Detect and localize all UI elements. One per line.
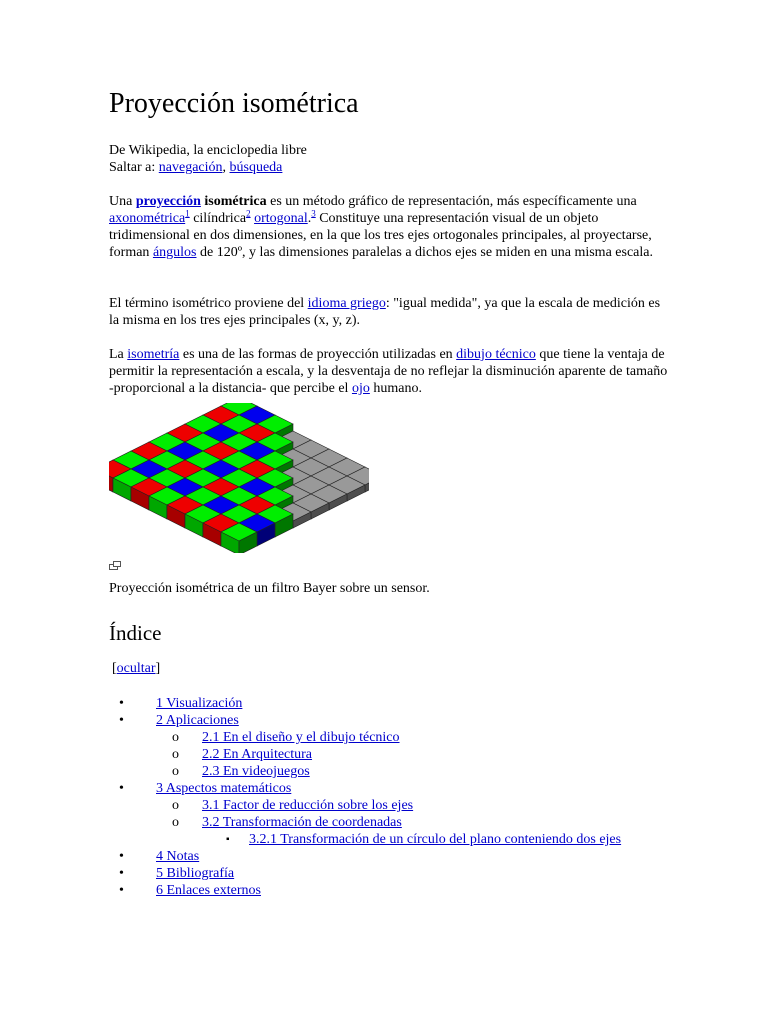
ref-2[interactable]: 2 [246,208,251,219]
toc-item [109,797,669,814]
text: Una [109,194,136,209]
bullet-icon: o [172,730,179,745]
toc-hide-link[interactable]: ocultar [116,661,156,676]
bullet-icon: ▪ [226,834,230,845]
page-title: Proyección isométrica [109,88,359,119]
bullet-icon: • [119,696,124,711]
link-proyeccion[interactable]: proyección [135,194,201,209]
jump-prefix: Saltar a: [109,160,159,175]
bracket: [ [112,661,117,676]
toc-item [109,848,669,865]
jump-line [109,159,669,176]
text: . [307,211,312,226]
bullet-icon: o [172,764,179,779]
article [109,86,669,899]
text: El término isométrico proviene del [109,296,308,311]
toc-item [109,712,669,729]
site-sub [109,142,669,176]
text: cilíndrica [189,211,247,226]
toc-toggle [112,661,669,677]
toc-link[interactable]: 3.2.1 Transformación de un círculo del plano conteniendo dos ejes [249,832,622,847]
toc-link[interactable]: 5 Bibliografía [156,866,235,881]
toc-item [109,814,669,831]
ref-1[interactable]: 1 [185,208,190,219]
toc-item [109,831,639,848]
toc-link[interactable]: 2.1 En el diseño y el dibujo técnico [202,730,400,745]
etymology-paragraph [109,295,669,329]
link-idioma-griego[interactable]: idioma griego [307,296,386,311]
link-isometria[interactable]: isometría [127,347,180,362]
toc-link[interactable]: 4 Notas [156,849,200,864]
link-dibujo-tecnico[interactable]: dibujo técnico [456,347,536,362]
toc-link[interactable]: 2 Aplicaciones [156,713,239,728]
bullet-icon: • [119,866,124,881]
bullet-icon: • [119,781,124,796]
toc-item [109,780,669,797]
toc-link[interactable]: 3.1 Factor de reducción sobre los ejes [202,798,414,813]
link-ortogonal[interactable]: ortogonal [254,211,308,226]
link-ojo[interactable]: ojo [351,381,370,396]
link-angulos[interactable]: ángulos [152,245,197,260]
text: Constituye una representación visual de un objeto tridimensional en dos dimensiones, en la que los tres ejes ortogonales principales, al proyectarse, forman [109,211,652,260]
bullet-icon: o [172,815,179,830]
toc-item [109,695,669,712]
jump-search-link[interactable]: búsqueda [229,160,283,175]
toc-link[interactable]: 3.2 Transformación de coordenadas [202,815,402,830]
toc-link[interactable]: 1 Visualización [156,696,243,711]
enlarge-icon[interactable] [109,561,121,571]
text: es un método gráfico de representación, más específicamente una [266,194,637,209]
usage-paragraph [109,346,669,397]
text: es una de las formas de proyección utilizadas en [179,347,457,362]
toc-item [109,729,669,746]
toc-heading: Índice [109,621,162,645]
toc-list [109,695,669,899]
bayer-filter-image[interactable] [109,403,369,553]
toc-item [109,763,669,780]
bullet-icon: • [119,713,124,728]
text: humano. [369,381,422,396]
ref-3[interactable]: 3 [311,208,316,219]
bullet-icon: o [172,798,179,813]
toc-item [109,746,669,763]
bullet-icon: o [172,747,179,762]
bullet-icon: • [119,849,124,864]
text: La [109,347,128,362]
bracket: ] [155,661,161,676]
text: de 120º, y las dimensiones paralelas a dichos ejes se miden en una misma escala. [196,245,653,260]
toc-link[interactable]: 2.3 En videojuegos [202,764,310,779]
intro-paragraph [109,193,669,261]
toc-item [109,865,669,882]
toc-link[interactable]: 3 Aspectos matemáticos [156,781,292,796]
text: que tiene la ventaja de permitir la representación a escala, y la desventaja de no reflejar la disminución aparente de tamaño -proporcional a la distancia- que percibe el [109,347,668,396]
from-line: De Wikipedia, la enciclopedia libre [109,143,307,158]
toc-item [109,882,669,899]
text: : "igual medida", ya que la escala de medición es la misma en los tres ejes principales (x, y, z). [109,296,661,328]
toc-link[interactable]: 2.2 En Arquitectura [202,747,313,762]
bayer-filter-drawing [109,403,369,553]
link-axonometrica[interactable]: axonométrica [109,211,186,226]
bold-isometrica: isométrica [200,194,267,209]
bullet-icon: • [119,883,124,898]
figure-caption: Proyección isométrica de un filtro Bayer sobre un sensor. [109,581,430,596]
jump-navigation-link[interactable]: navegación [158,160,223,175]
jump-separator: , [222,160,230,175]
toc-link[interactable]: 6 Enlaces externos [156,883,261,898]
